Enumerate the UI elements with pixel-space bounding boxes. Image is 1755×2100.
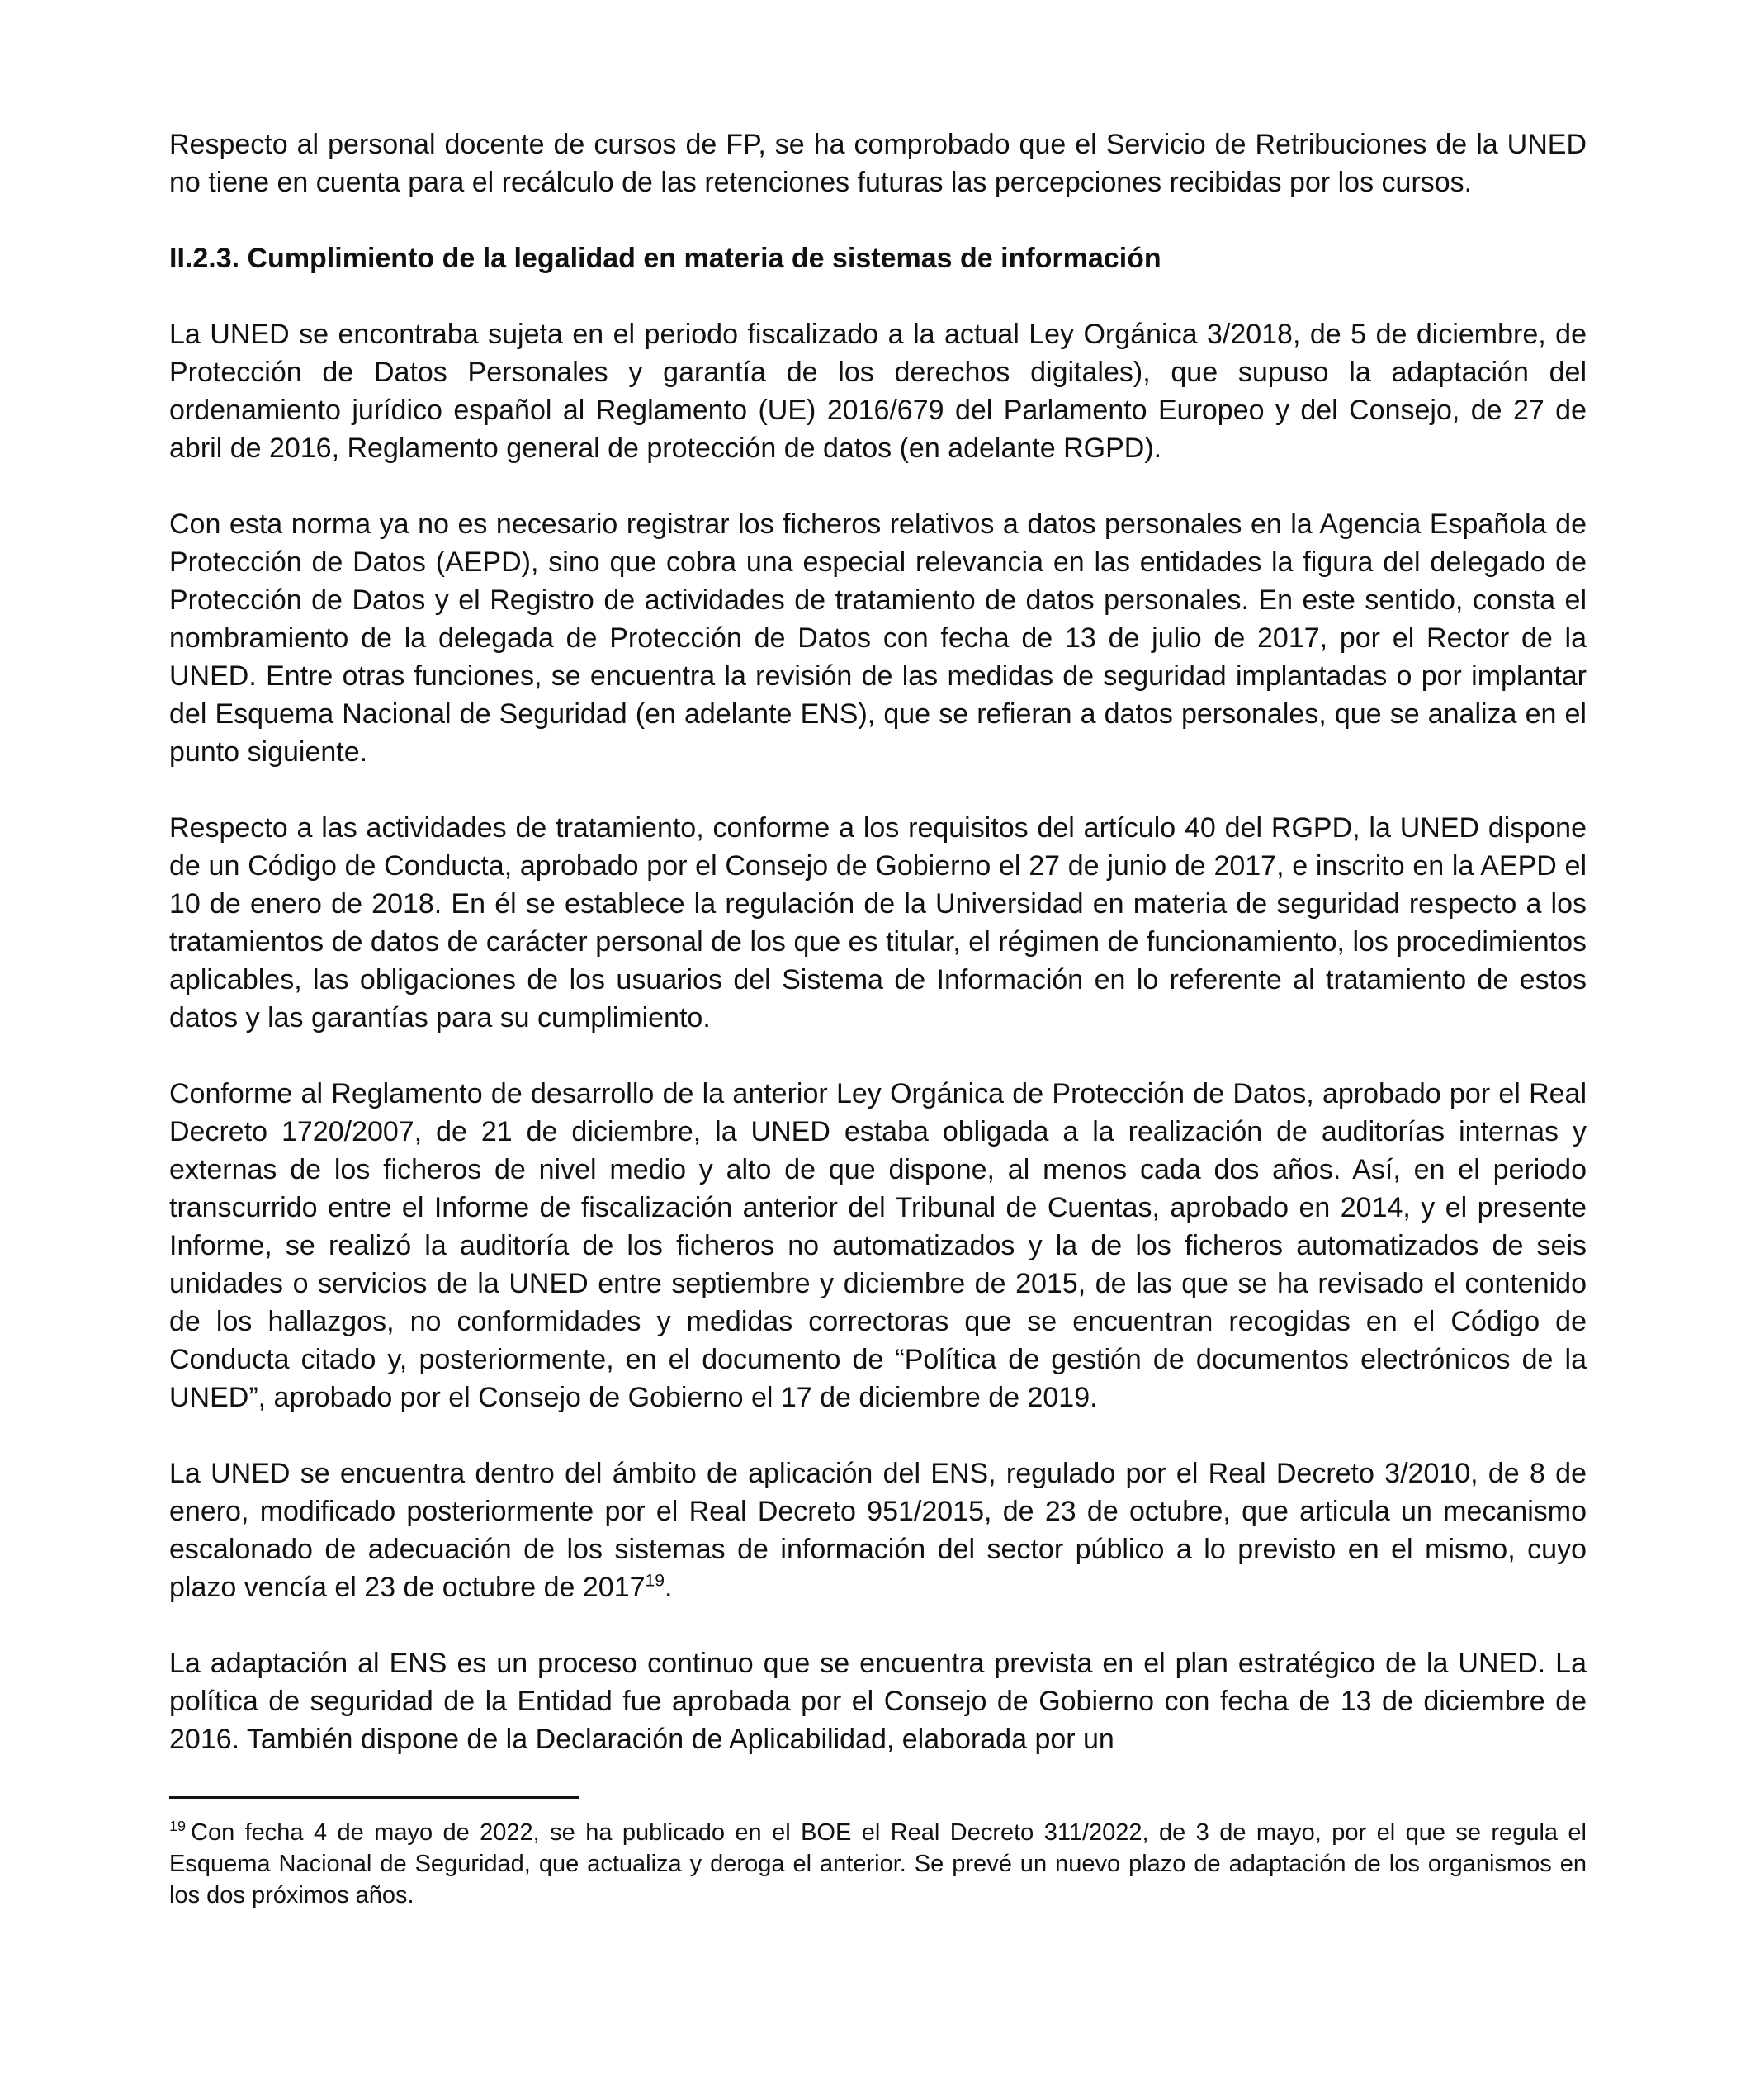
- footnote-reference: 19: [645, 1571, 665, 1591]
- footnote-area: [169, 1796, 1587, 1911]
- footnote: [169, 1817, 1587, 1911]
- paragraph-auditorias: Conforme al Reglamento de desarrollo de la anterior Ley Orgánica de Protección de Datos, aprobado por el Real Decreto 1720/2007, de 21 de diciembre, la UNED estaba obligada a la realización de auditorías internas y externas de los ficheros de nivel medio y alto de que dispone, al menos cada dos años. Así, en el periodo transcurrido entre el Informe de fiscalización anterior del Tribunal de Cuentas, aprobado en 2014, y el presente Informe, se realizó la auditoría de los ficheros no automatizados y la de los ficheros automatizados de seis unidades o servicios de la UNED entre septiembre y diciembre de 2015, de las que se ha revisado el contenido de los hallazgos, no conformidades y medidas correctoras que se encuentran recogidas en el Código de Conducta citado y, posteriormente, en el documento de “Política de gestión de documentos electrónicos de la UNED”, aprobado por el Consejo de Gobierno el 17 de diciembre de 2019.: [169, 1078, 1587, 1413]
- paragraph-text: La UNED se encuentra dentro del ámbito de aplicación del ENS, regulado por el Real Decreto 3/2010, de 8 de enero, modificado posteriormente por el Real Decreto 951/2015, de 23 de octubre, que articula un mecanismo escalonado de adecuación de los sistemas de información del sector público a lo previsto en el mismo, cuyo plazo vencía el 23 de octubre de 2017: [169, 1458, 1587, 1603]
- footnote-text: Con fecha 4 de mayo de 2022, se ha publicado en el BOE el Real Decreto 311/2022, de 3 de mayo, por el que se regula el Esquema Nacional de Seguridad, que actualiza y deroga el anterior. Se prevé un nuevo plazo de adaptación de los organismos en los dos próximos años.: [169, 1819, 1587, 1908]
- section-heading: II.2.3. Cumplimiento de la legalidad en materia de sistemas de información: [169, 243, 1161, 274]
- footnote-separator: [169, 1796, 579, 1799]
- paragraph-text-after-ref: .: [665, 1572, 673, 1603]
- footnote-marker: 19: [169, 1818, 186, 1835]
- paragraph-codigo-conducta: Respecto a las actividades de tratamiento, conforme a los requisitos del artículo 40 del RGPD, la UNED dispone de un Código de Conducta, aprobado por el Consejo de Gobierno el 27 de junio de 2017, e inscrito en la AEPD el 10 de enero de 2018. En él se establece la regulación de la Universidad en materia de seguridad respecto a los tratamientos de datos de carácter personal de los que es titular, el régimen de funcionamiento, los procedimientos aplicables, las obligaciones de los usuarios del Sistema de Información en lo referente al tratamiento de estos datos y las garantías para su cumplimiento.: [169, 812, 1587, 1033]
- intro-paragraph: Respecto al personal docente de cursos de FP, se ha comprobado que el Servicio de Retribuciones de la UNED no tiene en cuenta para el recálculo de las retenciones futuras las percepciones recibidas por los cursos.: [169, 129, 1587, 198]
- paragraph-adaptacion-ens: La adaptación al ENS es un proceso continuo que se encuentra prevista en el plan estratégico de la UNED. La política de seguridad de la Entidad fue aprobada por el Consejo de Gobierno con fecha de 13 de diciembre de 2016. También dispone de la Declaración de Aplicabilidad, elaborada por un: [169, 1648, 1587, 1755]
- paragraph-aepd-delegada: Con esta norma ya no es necesario registrar los ficheros relativos a datos personales en la Agencia Española de Protección de Datos (AEPD), sino que cobra una especial relevancia en las entidades la figura del delegado de Protección de Datos y el Registro de actividades de tratamiento de datos personales. En este sentido, consta el nombramiento de la delegada de Protección de Datos con fecha de 13 de julio de 2017, por el Rector de la UNED. Entre otras funciones, se encuentra la revisión de las medidas de seguridad implantadas o por implantar del Esquema Nacional de Seguridad (en adelante ENS), que se refieran a datos personales, que se analiza en el punto siguiente.: [169, 508, 1587, 768]
- paragraph-ley-organica: La UNED se encontraba sujeta en el periodo fiscalizado a la actual Ley Orgánica 3/2018, de 5 de diciembre, de Protección de Datos Personales y garantía de los derechos digitales), que supuso la adaptación del ordenamiento jurídico español al Reglamento (UE) 2016/679 del Parlamento Europeo y del Consejo, de 27 de abril de 2016, Reglamento general de protección de datos (en adelante RGPD).: [169, 319, 1587, 464]
- paragraph-ens-ambito: [169, 1454, 1587, 1606]
